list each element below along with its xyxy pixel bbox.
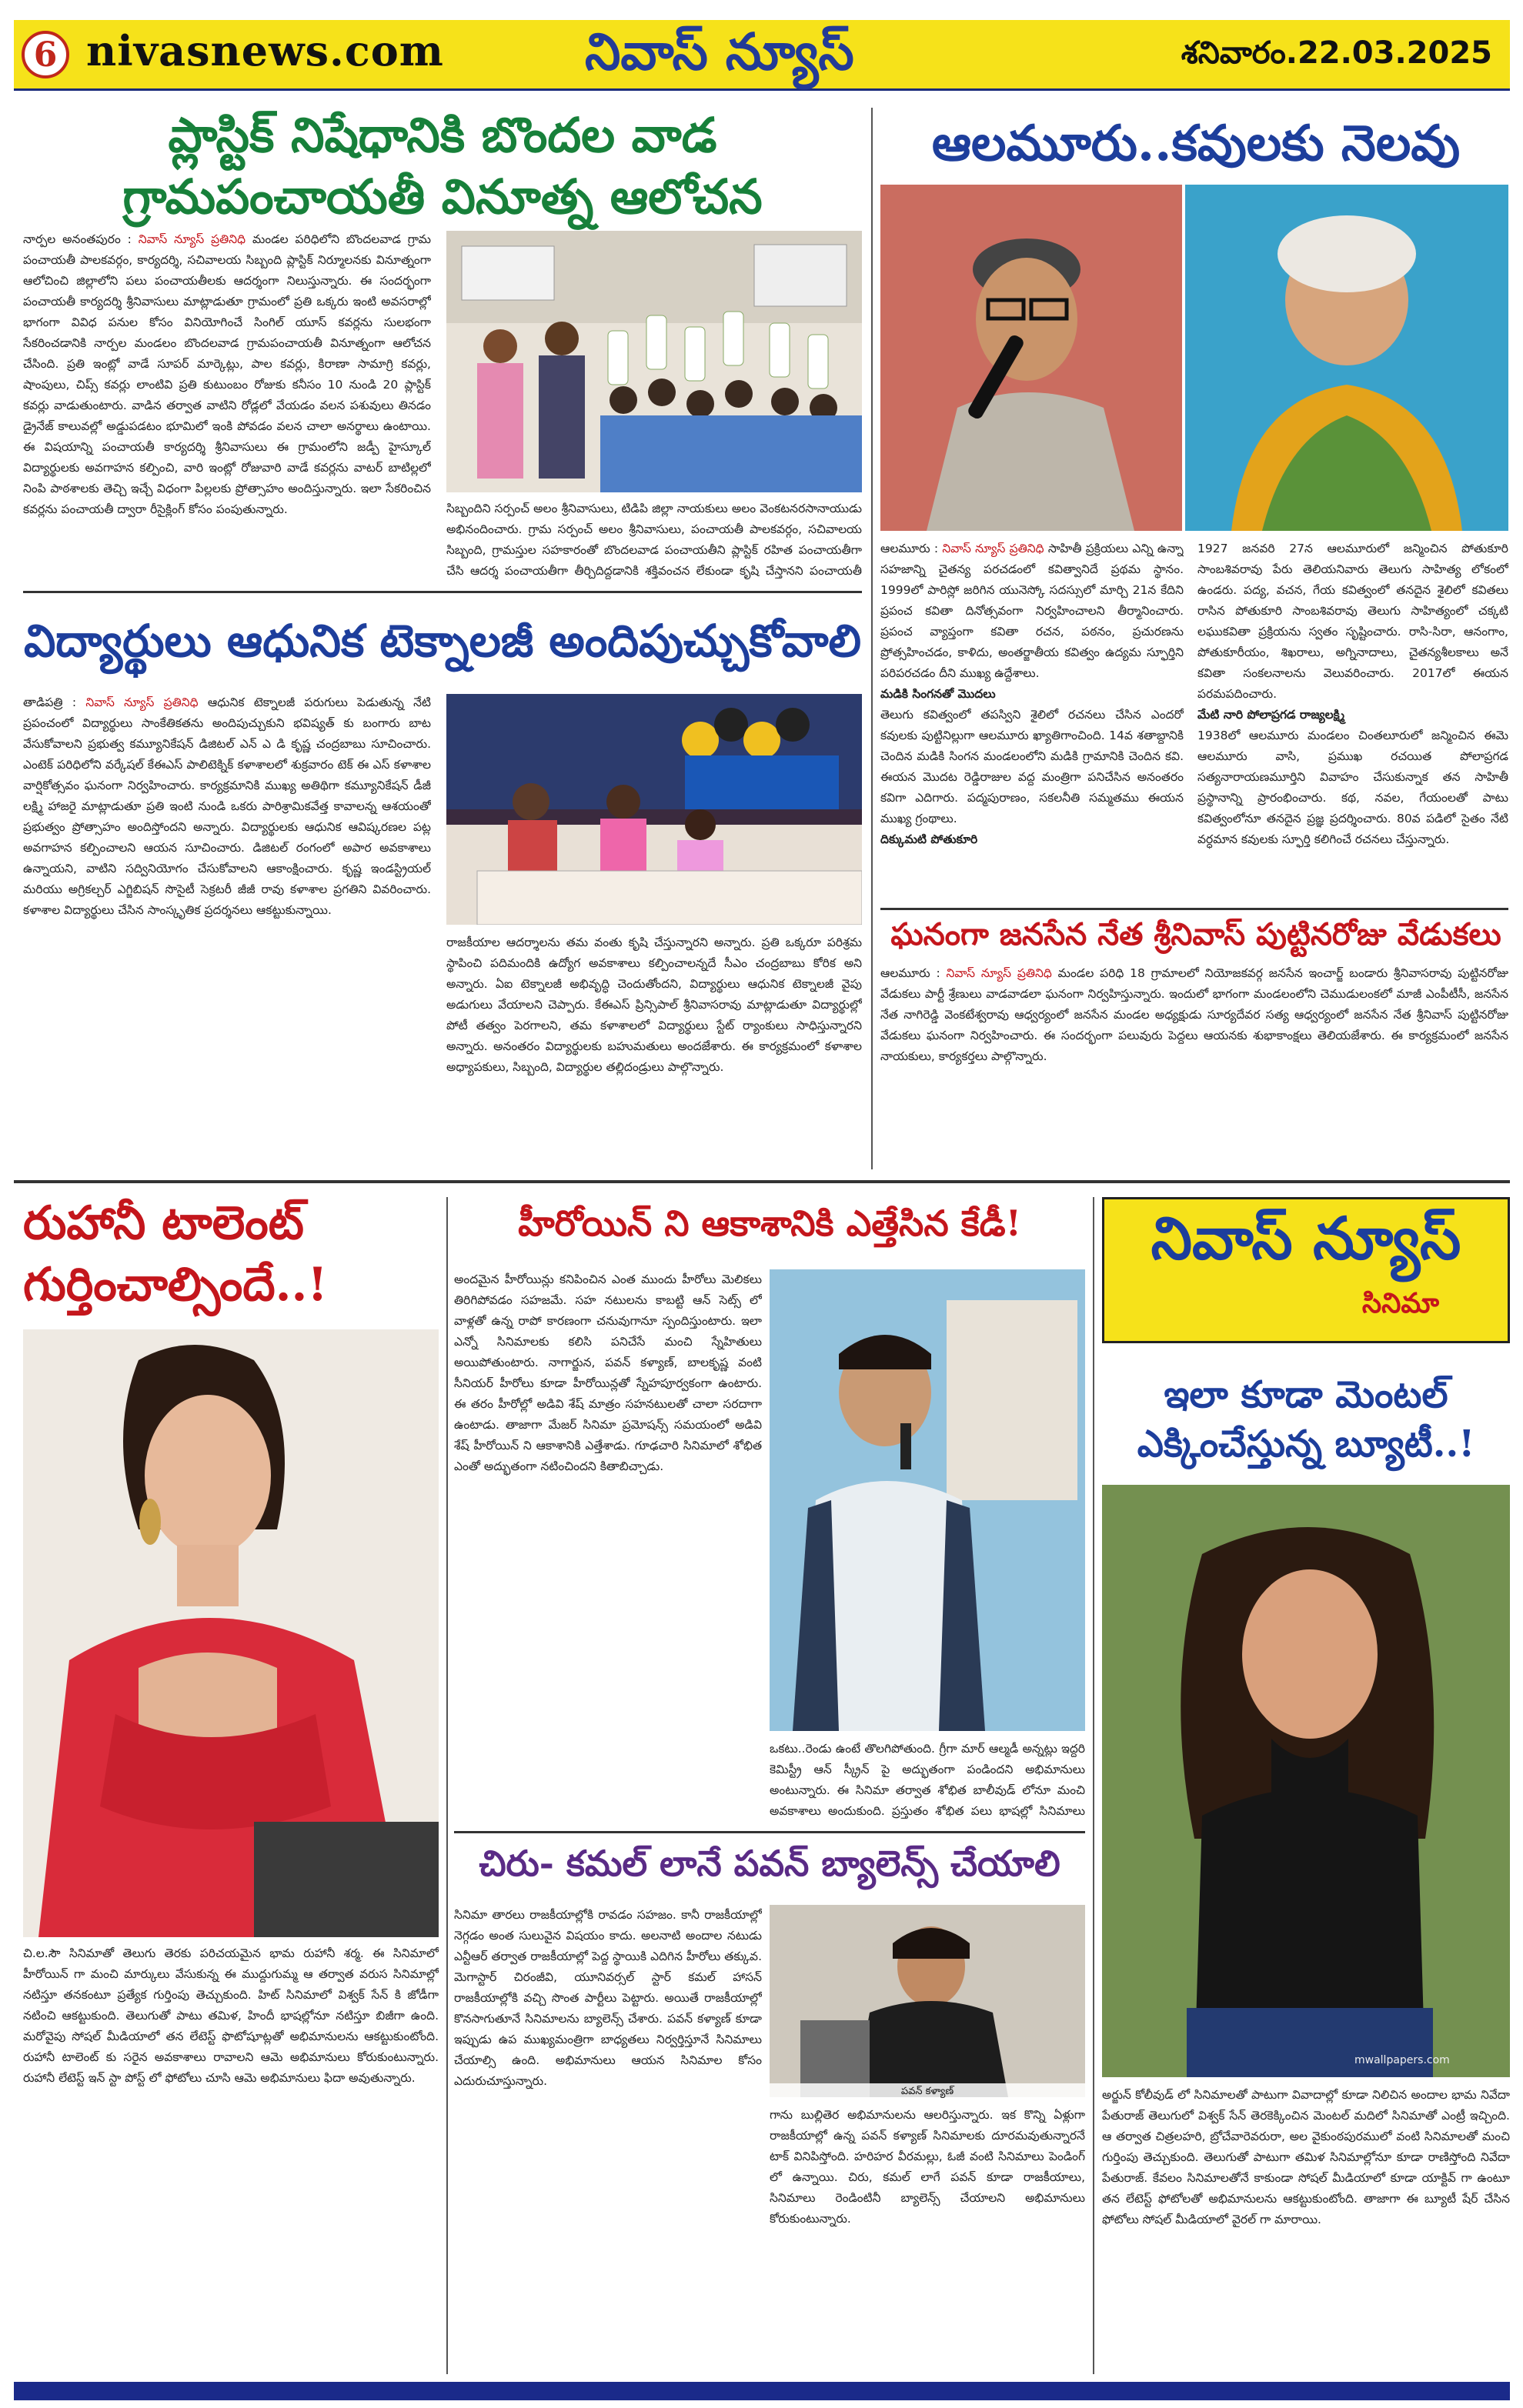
chiru-headline: చిరు- కమల్ లానే పవన్ బ్యాలెన్స్ చేయాలి	[479, 1843, 1060, 1884]
heroine-photo	[770, 1269, 1085, 1731]
students-body	[23, 692, 431, 1169]
janasena-byline: నివాస్ న్యూస్ ప్రతినిధి	[946, 966, 1052, 980]
plastic-headline-1: ప్లాస్టిక్ నిషేధానికి బొందల వాడ	[168, 107, 717, 163]
plastic-headline-2: గ్రామపంచాయతీ వినూత్న ఆలోచన	[122, 168, 763, 225]
alamuru-byline: నివాస్ న్యూస్ ప్రతినిధి	[942, 542, 1044, 555]
site-name[interactable]: nivasnews.com	[86, 26, 444, 75]
divider	[454, 1831, 1085, 1833]
divider	[23, 591, 862, 593]
janasena-body-text: మండల పరిధి 18 గ్రామాలలో నియోజకవర్గ జనసేన ఇంచార్జ్ బండారు శ్రీనివాసరావు పుట్టినరోజు వేడుకలు పార్టీ శ్రేణులు వాడవాడలా ఘనంగా నిర్వహిస్తున్నారు. ఇందులో భాగంగా మండలంలోని చెముడులంకలో మాజీ ఎంపీటీసీ, జనసేన నేత నాగిరెడ్డి వెంకటేశ్వరావు ఆధ్వర్యంలో జనసేన మండల అధ్యక్షుడు సూర్యదేవర సత్య ఆధ్వర్యంలో జనసేన నేత శ్రీనివాస్ పుట్టినరోజు వేడుకలు ఘనంగా నిర్వహించారు. ఈ సందర్భంగా పలువురు పెద్దలు ఆయనకు శుభాకాంక్షలు తెలియజేశారు. ఈ కార్యక్రమంలో జనసేన నాయకులు, కార్యకర్తలు పాల్గొన్నారు.	[880, 966, 1508, 1063]
plastic-body-text: మండల పరిధిలోని బొందలవాడ గ్రామ పంచాయతీ పాలకవర్గం, కార్యదర్శి, సచివాలయ సిబ్బంది ప్లాస్టిక్ నిర్మూలనకు వినూత్నంగా ఆలోచించి జిల్లాలోని పలు పంచాయతీలకు ఆదర్శంగా నిలుస్తున్నారు. ఈ సందర్భంగా పంచాయతీ కార్యదర్శి శ్రీనివాసులు మాట్లాడుతూ గ్రామంలో ప్రతి ఒక్కరు ఇంటి అవసరాల్లో భాగంగా వివిధ పనుల కోసం వినియోగించే సింగిల్ యూస్ కవర్లను సులభంగా సేకరించడానికి నార్పల మండలం బొందలవాడ గ్రామపంచాయతీ వినూత్నంగా ఆలోచన చేసింది. ప్రతి ఇంట్లో వాడే సూపర్ మార్కెట్లు, పాల కవర్లు, కిరాణా సామాగ్రి కవర్లు, షాంపులు, చిప్స్ కవర్లు లాంటివి ప్రతి కుటుంబం రోజుకు కనీసం 10 నుండి 20 ప్లాస్టిక్ కవర్లు వాడుతుంటారు. వాడిన తర్వాత వాటిని రోడ్లలో వేయడం వలన పశువులు తినడం డ్రైనేజ్ కాలువల్లో అడ్డుపడటం భూమిలో ఇంకి పోవడం వలన చాలా అనర్థాలు ఉంటాయి. ఈ విషయాన్ని పంచాయతీ కార్యదర్శి శ్రీనివాసులు ఈ గ్రామంలోని జడ్పీ హైస్కూల్ విద్యార్థులకు అవగాహన కల్పించి, వారి ఇంట్లో రోజువారి వాడే కవర్లను వాటర్ బాటిల్లలో నింపి పాఠశాలకు తెచ్చి ఇచ్చే విధంగా పిల్లలకు ప్రోత్సాహం అందిస్తున్నారు. ఇలా సేకరించిన కవర్లను పంచాయతీ ద్వారా రీసైక్లింగ్ కోసం పంపుతున్నారు.	[23, 232, 431, 516]
janasena-headline: ఘనంగా జనసేన నేత శ్రీనివాస్ పుట్టినరోజు వేడుకలు	[890, 916, 1501, 952]
students-body-text: ఆధునిక టెక్నాలజీ పరుగులు పెడుతున్న నేటి ప్రపంచంలో విద్యార్థులు సాంకేతికతను అందిపుచ్చుకుని భవిష్యత్ కు బంగారు బాట వేసుకోవాలని ప్రభుత్వ కమ్యూనికేషన్ డిజిటల్ ఎన్ ఎ డి కృష్ణ చంద్రబాబు సూచించారు. ఎంటెక్ పరిధిలోని వర్కేషల్ కేఈఎస్ పాలిటెక్నిక్ కళాశాలలో శుక్రవారం టెక్ ఈ ఎస్ కళాశాల వార్షికోత్సవం ఘనంగా నిర్వహించారు. కార్యక్రమానికి ముఖ్య అతిథిగా కమ్యూనికేషన్ డీజీ లక్ష్మి హాజరై మాట్లాడుతూ ప్రతి ఇంటి నుండి ఒకరు పారిశ్రామికవేత్త కావాలన్న ఆశయంతో ప్రభుత్వం ప్రోత్సాహం అందిస్తోందని అన్నారు. విద్యార్థులకు ఆధునిక ఆవిష్కరణల పట్ల అవగాహన కల్పించాలని ఆయన సూచించారు. డిజిటల్ రంగంలో అపార అవకాశాలు ఉన్నాయని, వాటిని సద్వినియోగం చేసుకోవాలని ఆకాంక్షించారు. కృష్ణ ఇండస్ట్రియల్ మరియు అగ్రికల్చర్ ఎగ్జిబిషన్ సొసైటీ సెక్రటరీ జీజీ రావు కళాశాల ప్రగతిని వివరించారు. కళాశాల విద్యార్థులు చేసిన సాంస్కృతిక ప్రదర్శనలు ఆకట్టుకున్నాయి.	[23, 695, 431, 917]
ruhani-headline-2: గుర్తించాల్సిందే..!	[23, 1258, 328, 1312]
janasena-dateline: ఆలమూరు :	[880, 966, 940, 980]
column-rule	[1093, 1197, 1094, 2374]
beauty-headline-1: ఇలా కూడా మెంటల్	[1164, 1373, 1448, 1416]
alamuru-body-text-3: 1927 జనవరి 27న ఆలమూరులో జన్మించిన పోతుకూరి సాంబశివరావు పేరు తెలియనివారు తెలుగు సాహిత్య లోకంలో ఉండరు. పద్య, వచన, గేయ కవిత్వంలో తనదైన శైలిలో కవితలు రాసిన పోతుకూరి సాంబశివరావు తెలుగు సాహిత్యంలో చక్కటి లఘుకవితా ప్రక్రియను స్వతం సృష్టించారు. రాసి-సిరా, ఆనంగాం, పోతుకూరీయం, శిఖరాలు, అగ్నినాదాలు, చైతన్యశీలకాలు అనే కవితా సంకలనాలను వెలువరించారు. 2017లో ఈయన పరమపదించారు.	[1197, 542, 1508, 701]
students-headline: విద్యార్థులు ఆధునిక టెక్నాలజీ అందిపుచ్చుకోవాలి	[23, 615, 862, 667]
students-dateline: తాడిపత్రి :	[23, 695, 77, 709]
column-rule	[446, 1197, 448, 2374]
beauty-body: అర్జున్ కోలీవుడ్ లో సినిమాలతో పాటుగా వివాదాల్లో కూడా నిలిచిన అందాల భామ నివేదా పేతురాజ్ తెలుగులో విశ్వక్ సేన్ తెరకెక్కించిన మెంటల్ మదిలో సినిమాతో ఎంట్రీ ఇచ్చింది. ఆ తర్వాత చిత్రలహరి, బ్రోచేవారెవరురా, అల వైకుంఠపురములో వంటి సినిమాలతో మంచి గుర్తింపు తెచ్చుకుంది. తెలుగుతో పాటుగా తమిళ సినిమాల్లోనూ కూడా రాణిస్తోంది నివేదా పేతురాజ్. కేవలం సినిమాలతోనే కాకుండా సోషల్ మీడియాలో కూడా యాక్టివ్ గా ఉంటూ తన లేటెస్ట్ ఫోటోలతో అభిమానులను ఆకట్టుకుంటోంది. తాజాగా ఈ బ్యూటీ షేర్ చేసిన ఫోటోలు సోషల్ మీడియాలో వైరల్ గా మారాయి.	[1102, 2088, 1510, 2226]
ruhani-photo	[23, 1329, 439, 1937]
page-number: 6	[22, 31, 69, 78]
heroine-headline: హీరోయిన్ ని ఆకాశానికి ఎత్తేసిన కేడీ!	[518, 1202, 1021, 1244]
plastic-body	[23, 229, 431, 583]
beauty-headline-2: ఎక్కించేస్తున్న బ్యూటీ..!	[1137, 1422, 1475, 1466]
plastic-photo	[446, 231, 862, 492]
chiru-photo-caption: పవన్ కళ్యాణ్	[770, 2083, 1085, 2100]
cinema-brand-title: నివాస్ న్యూస్	[1151, 1204, 1461, 1272]
section-divider	[14, 1180, 1510, 1183]
heroine-body-2: ఒకటు..రెండు ఉంటే తొలగిపోతుంది. గ్రీగా మార్ ఆల్మడీ అన్నట్లు ఇద్దరి కెమిస్ట్రీ ఆన్ స్క్రీన్ పై అద్భుతంగా పండిందని అభిమానులు అంటున్నారు. ఈ సినిమా తర్వాత శోభిత బాలీవుడ్ లోనూ మంచి అవకాశాలు అందుకుంది. ప్రస్తుతం శోభిత పలు భాషల్లో సినిమాలు	[770, 1742, 1085, 1818]
alamuru-body-text: సాహితీ ప్రక్రియలు ఎన్ని ఉన్నా సహజాన్ని చైతన్య పరచడంలో కవిత్వానిదే ప్రథమ స్థానం. 1999లో పారిస్లో జరిగిన యునెస్కో సదస్సులో మార్చి 21న కేదిని ప్రపంచ కవితా దినోత్సవంగా నిర్వహించాలని తీర్మానించారు. ప్రపంచ వ్యాప్తంగా కవితా రచన, పఠనం, ప్రచురణను ప్రోత్సహించడం, కాళిదు, అంతర్జాతీయ కవిత్వం ఉద్యమ స్ఫూర్తిని పరిపరచడం దీని ముఖ్య ఉద్దేశాలు.	[880, 542, 1184, 680]
divider	[880, 908, 1508, 910]
alamuru-body-text-2: తెలుగు కవిత్వంలో తపస్విని శైలిలో రచనలు చేసిన ఎందరో కవులకు పుట్టినిల్లుగా ఆలమూరు ఖ్యాతిగాంచింది. 14వ శతాబ్దానికి చెందిన మడికి సింగన మండలంలోని మడికి గ్రామానికి చెందిన కవి. ఈయన మొదట రెడ్డిరాజుల వద్ద మంత్రిగా పనిచేసిన అనంతరం కవిగా ఎదిగారు. పద్మపురాణం, సకలనీతి సమ్మతము ఈయన ముఖ్య గ్రంథాలు.	[880, 708, 1184, 825]
chiru-body: సినిమా తారలు రాజకీయాల్లోకి రావడం సహజం. కానీ రాజకీయాల్లో నెగ్గడం అంత సులువైన విషయం కాదు. అలనాటి అందాల నటుడు ఎన్టీఆర్ తర్వాత రాజకీయాల్లో పెద్ద స్థాయికి ఎదిగిన హీరోలు తక్కువ. మెగాస్టార్ చిరంజీవి, యూనివర్సల్ స్టార్ కమల్ హాసన్ రాజకీయాల్లోకి వచ్చి సొంత పార్టీలు పెట్టారు. అయితే రాజకీయాల్లో కొనసాగుతూనే సినిమాలను బ్యాలెన్స్ చేశారు. పవన్ కళ్యాణ్ కూడా ఇప్పుడు ఉప ముఖ్యమంత్రిగా బాధ్యతలు నిర్వర్తిస్తూనే సినిమాలు చేయాల్సి ఉంది. అభిమానులు ఆయన సినిమాల కోసం ఎదురుచూస్తున్నారు.	[454, 1908, 762, 2088]
students-body-2: రాజకీయాల ఆదర్శాలను తమ వంతు కృషి చేస్తున్నారని అన్నారు. ప్రతి ఒక్కరూ పరిశ్రమ స్థాపించి పదిమందికి ఉద్యోగ అవకాశాలు కల్పించాలన్నదే సీఎం చంద్రబాబు కోరిక అని అన్నారు. ఏఐ టెక్నాలజీ అభివృద్ధి చెందుతోందని, విద్యార్థులు ఆధునిక టెక్నాలజీ వైపు అడుగులు వేయాలని చెప్పారు. కేఈఎస్ ప్రిన్సిపాల్ శ్రీనివాసరావు మాట్లాడుతూ విద్యార్థుల్లో పోటీ తత్వం పెరగాలని, తమ కళాశాలలో విద్యార్థులు స్టేట్ ర్యాంకులు సాధిస్తున్నారని అన్నారు. అనంతరం విద్యార్థులకు బహుమతులు అందజేశారు. ఈ కార్యక్రమంలో కళాశాల అధ్యాపకులు, సిబ్బంది, విద్యార్థుల తల్లిదండ్రులు పాల్గొన్నారు.	[446, 936, 862, 1074]
alamuru-body-text-4: 1938లో ఆలమూరు మండలం చింతలూరులో జన్మించిన ఈమె ఆలమూరు వాసి, ప్రముఖ రచయిత పోలాప్రగడ సత్యనారాయణమూర్తిని వివాహం చేసుకున్నాక తన సాహితీ ప్రస్థానాన్ని ప్రారంభించారు. కథ, నవల, గేయంలతో పాటు కవిత్వంలోనూ తనదైన ప్రజ్ఞ ప్రదర్శించారు. 80వ పడిలో సైతం నేటి వర్ధమాన కవులకు స్ఫూర్తి కలిగించే రచనలు చేస్తున్నారు.	[1197, 729, 1508, 846]
students-byline: నివాస్ న్యూస్ ప్రతినిధి	[85, 695, 199, 709]
cinema-brand-subtitle: సినిమా	[1361, 1287, 1440, 1319]
beauty-photo-watermark: mwallpapers.com	[1354, 2054, 1450, 2066]
alamuru-subhead-2: దిక్కుమటి పోతుకూరి	[880, 832, 978, 846]
alamuru-subhead-3: మేటి నారి పోలాప్రగడ రాజ్యలక్ష్మి	[1197, 708, 1345, 722]
poet-photo-2	[1185, 185, 1508, 531]
chiru-body-2: గాను బుల్లితెర అభిమానులను ఆలరిస్తున్నారు. ఇక కొన్ని ఏళ్లుగా రాజకీయాల్లో ఉన్న పవన్ కళ్యాణ్ సినిమాలకు దూరమవుతున్నారనే టాక్ వినిపిస్తోంది. హరిహర వీరమల్లు, ఓజీ వంటి సినిమాలు పెండింగ్ లో ఉన్నాయి. చిరు, కమల్ లాగే పవన్ కూడా రాజకీయాలు, సినిమాలు రెండింటినీ బ్యాలెన్స్ చేయాలని అభిమానులు కోరుకుంటున్నారు.	[770, 2108, 1085, 2226]
issue-date: శనివారం.22.03.2025	[1181, 35, 1492, 71]
plastic-body-2: సిబ్బందిని సర్పంచ్ అలం శ్రీనివాసులు, టిడిపి జిల్లా నాయకులు అలం వెంకటనరసానాయుడు అభినందించారు. గ్రామ సర్పంచ్ అలం శ్రీనివాసులు, పంచాయతీ పాలకవర్గం, సచివాలయ సిబ్బంది, గ్రామస్తుల సహకారంతో బొందలవాడ పంచాయతీని ప్లాస్టిక్ రహిత పంచాయతీగా చేసి ఆదర్శ పంచాయతీగా తీర్చిదిద్దడానికి శక్తివంచన లేకుండా కృషి చేస్తానని పంచాయతీ	[446, 502, 862, 578]
poet-photo-1	[880, 185, 1182, 531]
plastic-dateline: నార్పల అనంతపురం :	[23, 232, 132, 246]
paper-name: నివాస్ న్యూస్	[585, 22, 854, 82]
footer-bar	[14, 2382, 1510, 2400]
column-rule	[871, 108, 873, 1169]
plastic-byline: నివాస్ న్యూస్ ప్రతినిధి	[138, 232, 246, 246]
alamuru-headline: ఆలమూరు..కవులకు నెలవు	[931, 115, 1461, 172]
janasena-body	[880, 963, 1508, 1169]
students-photo	[446, 694, 862, 925]
beauty-photo	[1102, 1485, 1510, 2077]
ruhani-body: చి.ల.సౌ సినిమాతో తెలుగు తెరకు పరిచయమైన భామ రుహానీ శర్మ. ఈ సినిమాలో హీరోయిన్ గా మంచి మార్కులు వేసుకున్న ఈ ముద్దుగుమ్మ ఆ తర్వాత వరుస సినిమాల్లో నటిస్తూ తనకంటూ ప్రత్యేక గుర్తింపు తెచ్చుకుంది. హిట్ సినిమాలో విశ్వక్ సేన్ కి జోడీగా నటించి ఆకట్టుకుంది. తెలుగుతో పాటు తమిళ, హిందీ భాషల్లోనూ నటిస్తూ బిజీగా ఉంది. మరోవైపు సోషల్ మీడియాలో తన లేటెస్ట్ ఫొటోషూట్లతో అభిమానులను ఆకట్టుకుంటోంది. రుహానీ టాలెంట్ కు సరైన అవకాశాలు రావాలని ఆమె అభిమానులు కోరుకుంటున్నారు. రుహానీ లేటెస్ట్ ఇన్ స్టా పోస్ట్ లో ఫోటోలు చూసి ఆమె అభిమానులు ఫిదా అవుతున్నారు.	[23, 1946, 439, 2085]
ruhani-headline-1: రుహానీ టాలెంట్	[23, 1196, 304, 1250]
chiru-photo	[770, 1905, 1085, 2097]
alamuru-subhead: మడికి సింగనతో మొదలు	[880, 687, 996, 701]
heroine-body: అందమైన హీరోయిన్లు కనిపించిన ఎంత ముందు హీరోలు మెలికలు తిరిగిపోవడం సహజమే. సహ నటులను కాబట్టి ఆన్ సెట్స్ లో వాళ్లతో ఉన్న రాపో కారణంగా చనువుగానూ స్పందిస్తుంటారు. ఇలా ఎన్నో సినిమాలకు కలిసి పనిచేసే మంచి స్నేహితులు అయిపోతుంటారు. నాగార్జున, పవన్ కళ్యాణ్, బాలకృష్ణ వంటి సీనియర్ హీరోలు కూడా హీరోయిన్లతో స్నేహపూర్వకంగా ఉంటారు. ఈ తరం హీరోల్లో అడివి శేష్ మాత్రం సహనటులతో చాలా సరదాగా ఉంటాడు. తాజాగా మేజర్ సినిమా ప్రమోషన్స్ సమయంలో అడివి శేష్ హీరోయిన్ ని ఆకాశానికి ఎత్తేశాడు. గూఢచారి సినిమాలో శోభిత ఎంతో అద్భుతంగా నటించిందని కితాబిచ్చాడు.	[454, 1272, 762, 1473]
alamuru-dateline: ఆలమూరు :	[880, 542, 939, 555]
